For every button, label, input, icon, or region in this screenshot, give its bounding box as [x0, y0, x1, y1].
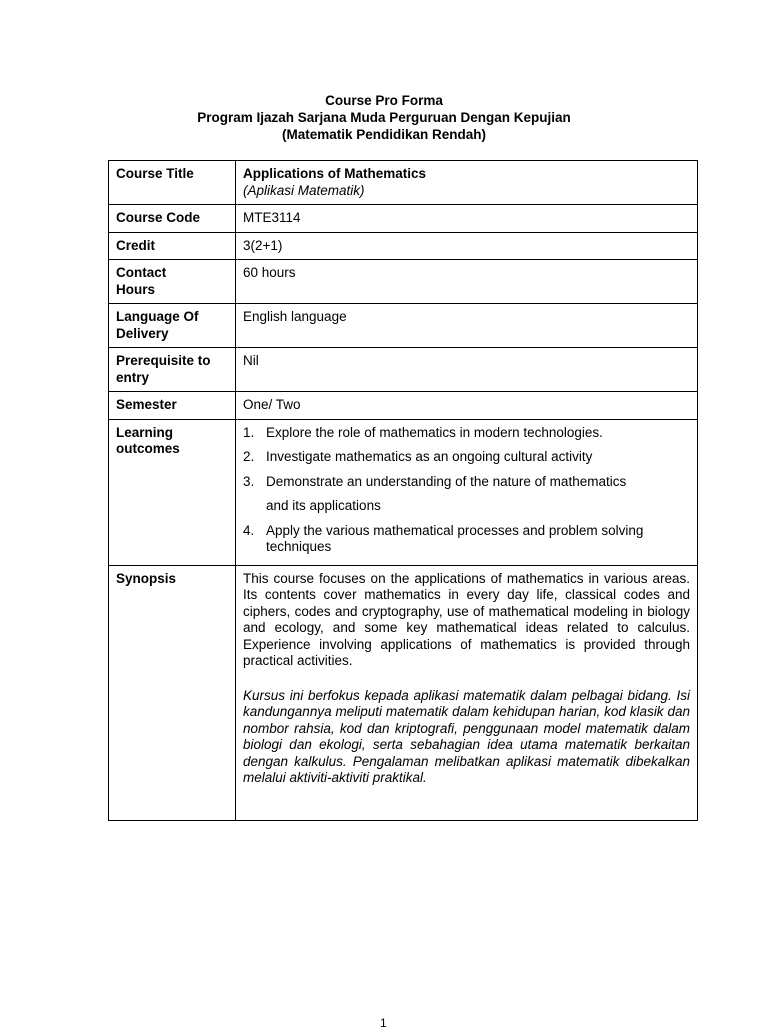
- semester-value: One/ Two: [236, 392, 698, 420]
- header-program: Program Ijazah Sarjana Muda Perguruan Dengan Kepujian: [197, 110, 571, 125]
- language-label: [109, 304, 236, 348]
- learning-outcomes-label-line1: Learning: [116, 424, 174, 440]
- synopsis-cell: [236, 565, 698, 820]
- credit-value: 3(2+1): [236, 232, 698, 260]
- page-number: 1: [380, 1016, 387, 1030]
- learning-outcomes-cell: [236, 419, 698, 565]
- outcome-text-continued: and its applications: [266, 498, 381, 513]
- course-title-cell: [236, 161, 698, 205]
- header-specialization: (Matematik Pendidikan Rendah): [281, 127, 487, 142]
- semester-label: Semester: [109, 392, 236, 420]
- outcome-number: 4.: [243, 522, 255, 538]
- row-course-code: [109, 205, 698, 233]
- row-prerequisite: [109, 348, 698, 392]
- list-item: [243, 523, 690, 556]
- list-item: [243, 474, 690, 515]
- contact-hours-label-line2: Hours: [116, 281, 156, 297]
- outcome-text: Investigate mathematics as an ongoing cultural activity: [266, 449, 593, 464]
- contact-hours-label-line1: Contact: [116, 265, 167, 280]
- outcome-text: Demonstrate an understanding of the nature of mathematics: [266, 473, 627, 489]
- language-label-line1: Language Of: [116, 309, 199, 324]
- course-code-label: Course Code: [109, 205, 236, 233]
- prerequisite-label-line1: Prerequisite to: [116, 353, 211, 368]
- row-learning-outcomes: [109, 419, 698, 565]
- row-synopsis: [109, 565, 698, 820]
- outcome-number: 3.: [243, 473, 255, 489]
- row-course-title: [109, 161, 698, 205]
- synopsis-label: Synopsis: [109, 565, 236, 820]
- learning-outcomes-label: [109, 419, 236, 565]
- outcome-number: 1.: [243, 424, 255, 440]
- course-code-value: MTE3114: [236, 205, 698, 233]
- contact-hours-label: [109, 260, 236, 304]
- prerequisite-label: [109, 348, 236, 392]
- document-header: [0, 92, 768, 143]
- learning-outcomes-label-line2: outcomes: [116, 441, 180, 456]
- list-item: [243, 449, 690, 466]
- outcome-number: 2.: [243, 449, 255, 464]
- outcome-text: Explore the role of mathematics in modern technologies.: [266, 424, 603, 440]
- row-contact-hours: [109, 260, 698, 304]
- language-label-line2: Delivery: [116, 325, 169, 341]
- row-credit: [109, 232, 698, 260]
- synopsis-english: This course focuses on the applications of mathematics in various areas. Its contents cover mathematics in every day life, classical codes and ciphers, codes and cryptography, use of mathematical modeling in biology and ecology, and some key mathematical ideas related to calculus. Experience involving applications of mathematics is provided through practical activities.: [243, 570, 690, 668]
- list-item: [243, 425, 690, 442]
- learning-outcomes-list: [243, 425, 690, 556]
- course-title-label: Course Title: [109, 161, 236, 205]
- course-title-value: Applications of Mathematics: [243, 166, 427, 181]
- prerequisite-label-line2: entry: [116, 369, 150, 385]
- row-language: [109, 304, 698, 348]
- language-value: English language: [236, 304, 698, 348]
- contact-hours-value: 60 hours: [236, 260, 698, 304]
- outcome-text: Apply the various mathematical processes and problem solving techniques: [266, 522, 644, 554]
- header-title: Course Pro Forma: [325, 93, 443, 108]
- row-semester: [109, 392, 698, 420]
- outcome-text-block: [266, 474, 626, 515]
- course-proforma-table: [108, 160, 698, 821]
- prerequisite-value: Nil: [236, 348, 698, 392]
- credit-label: Credit: [109, 232, 236, 260]
- course-title-malay: (Aplikasi Matematik): [243, 182, 365, 198]
- synopsis-malay: Kursus ini berfokus kepada aplikasi matematik dalam pelbagai bidang. Isi kandungannya meliputi matematik dalam kehidupan harian, kod klasik dan nombor rahsia, kod dan kriptografi, penggunaan model matematik dalam biologi dan ekologi, serta sebahagian idea utama matematik berkaitan dengan kalkulus. Pengalaman melibatkan aplikasi matematik dibekalkan melalui aktiviti-aktiviti praktikal.: [243, 687, 690, 785]
